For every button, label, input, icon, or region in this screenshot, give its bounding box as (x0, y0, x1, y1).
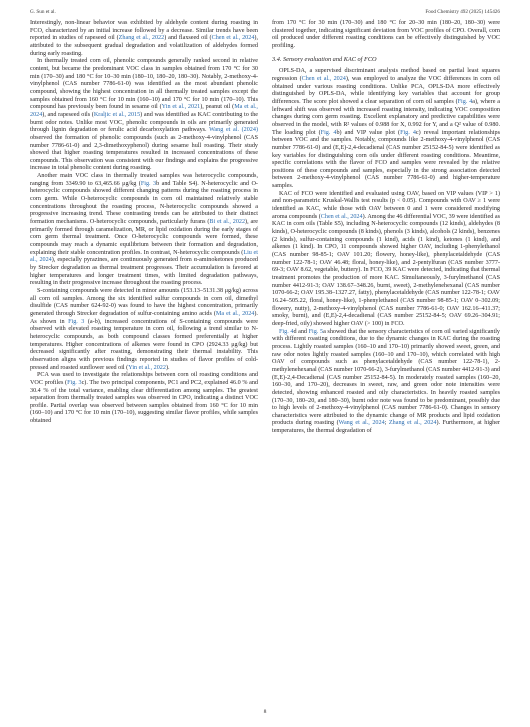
paragraph-text: PCA was used to investigate the relationships between corn oil roasting conditions and VOC profiles ( (30, 372, 258, 386)
citation-link[interactable]: Wang et al. (2024) (209, 127, 258, 134)
paragraph-text: (a-b), increased concentrations of S-containing compounds were observed with elevated roasting temperature in corn oil, following a trend similar to N-heterocyclic compounds, as both compound classes formed preferentially at higher temperatures. Higher concentrations of alkenes were found in CPO (2924.33 μg/kg) but decreased significantly after roasting, demonstrating their thermal instability. This observation aligns with previous findings reported in studies of flavor profiles of cold-pressed and roasted sunflower seed oil ( (30, 318, 258, 371)
citation-link[interactable]: Zhang et al., 2024 (388, 420, 437, 427)
paragraph-text: b) and VIP value plot ( (336, 129, 401, 136)
paragraph-text: Interestingly, non-linear behavior was exhibited by aldehyde content during roasting in FCO, characterized by an initial increase followed by a decrease. Similar trends have been reported in studies of rapeseed oil ( (30, 20, 258, 42)
paragraph-text: S-containing compounds were detected in minor amounts (153.13–5131.38 μg/kg) across all corn oil samples. Among the six identified sulfur compounds in corn oil, dimethyl disulfide (CAS number 624-92-0) was found to have the highest concentration, primarily generated through Strecker degradation of sulfur-containing amino acids ( (30, 287, 258, 317)
paragraph-text: ) and flaxseed oil ( (164, 35, 212, 42)
citation-link[interactable]: Chen et al., 2024 (211, 35, 255, 42)
left-column (30, 20, 258, 436)
paragraph-text: c) reveal important relationships between VOC and the samples. Notably, compounds like 2-methoxy-4-vinylphenol (CAS number 7786-61-0) and (E,E)-2,4-decadienal (CAS number 25152-84-5) were identified as key variables for distinguishing corn oils under different roasting conditions. Meantime, specific correlations with the flavor of FCO and samples were revealed by the relative positions of these compounds and samples, especially in the strong association detected between 2-methoxy-4-vinylphenol (CAS number 7786-61-0) and higher-temperature samples. (272, 129, 500, 190)
paragraph-text: In thermally treated corn oil, phenolic compounds generally ranked second in relative content, but became the predominant VOC class in samples obtained from 170 °C for 30 min (170–30) and 180 °C for 10–30 min (180–10, 180–20, 180–30). Notably, 2-methoxy-4-vinylphenol (CAS number 7786-61-0) was identified as the most abundant phenolic compound, showing the highest concentration in all thermally treated samples except the samples obtained from 160 °C for 10 min (160–10) and 170 °C for 10 min (170–10). This compound has previously been found in sesame oil ( (30, 58, 258, 111)
paragraph (272, 329, 500, 436)
paragraph-text: ), especially pyrazines, are continuously generated from α-aminoketones produced by Strecker degradation as thermal treatment progresses. Their accumulation is favored at higher temperatures and longer treatment times, with limited degradation pathways, resulting in their progressive increase throughout the roasting process. (30, 257, 258, 287)
two-column-body (30, 20, 500, 436)
running-header (30, 9, 500, 17)
citation-link[interactable]: Fig. 3 (67, 379, 82, 386)
citation-link[interactable]: Kraljic et al., 2015 (93, 111, 141, 118)
right-column-intro (272, 20, 500, 51)
right-column-body (272, 68, 500, 436)
paragraph-text: ), peanut oil ( (200, 104, 235, 111)
citation-link[interactable]: Chen et al., 2024 (320, 213, 363, 220)
paragraph (272, 191, 500, 329)
citation-link[interactable]: Ma et al., 2024 (30, 104, 258, 118)
paragraph-text: KAC of FCO were identified and evaluated using OAV, based on VIP values (VIP > 1) and non-parametric Kruskal-Wallis test results (p < 0.05). Compounds with OAV ≥ 1 were identified as KAC, while those with OAV between 0 and 1 were considered modifying aroma compounds ( (272, 190, 500, 220)
right-column (272, 20, 500, 436)
citation-link[interactable]: Fig. 5 (308, 328, 324, 335)
paragraph-text: ) and was identified as KAC contributing to the burnt odor notes. Unlike most VOC, phenolic compounds in oils are primarily generated through lignin degradation or ferulic acid decarboxylation pathways. (30, 111, 258, 134)
paragraph-text: ), was employed to analyze the VOC differences in corn oil obtained under various roasting conditions. Unlike PCA, OPLS-DA more effectively distinguished by OPLS-DA, while identifying key variables that account for group differences. The score plot showed a clear separation of corn oil samples ( (272, 75, 500, 105)
citation-link[interactable]: Fig. 4 (279, 328, 294, 335)
paragraph (30, 173, 258, 288)
citation-link[interactable]: Fig. 3 (140, 180, 157, 187)
header-journal: Food Chemistry 492 (2025) 145426 (425, 9, 500, 15)
citation-link[interactable]: Zhang et al., 2022 (118, 35, 165, 42)
paragraph-text: Another main VOC class in thermally treated samples was heterocyclic compounds, ranging from 3349.90 to 63,465.66 μg/kg ( (30, 173, 258, 187)
paragraph-text: ). As shown in (30, 310, 258, 325)
citation-link[interactable]: Ma et al., 2024 (215, 310, 255, 317)
paragraph (30, 58, 258, 173)
paragraph (30, 372, 258, 426)
paragraph-text: d and (293, 328, 309, 335)
paragraph-text: ), attributed to the subsequent gradual degradation and volatilization of aldehydes formed during early roasting. (30, 35, 258, 57)
citation-link[interactable]: Wang et al., 2024 (338, 420, 385, 427)
paragraph-text: ). (165, 364, 170, 371)
paragraph (30, 288, 258, 372)
citation-link[interactable]: Chen et al., 2024 (301, 75, 346, 82)
page-number: 8 (263, 709, 267, 715)
citation-link[interactable]: Yin et al., 2021 (161, 104, 201, 111)
paragraph-text: observed the formation of phenolic compounds (such as 2-methoxy-4-vinylphenol (CAS number 7786-61-0) and 2,3-dimethoxyphenol) during sesame hull roasting. Their study showed that higher roasting temperatures resulted in increased concentrations of these compounds. This observation was consistent with our findings and explains the progressive increase in total phenolic content during roasting. (30, 134, 258, 172)
paragraph-text: b and Table S4). N-heterocyclic and O-heterocyclic compounds showed different changing patterns during the roasting process in corn germ. While O-heterocyclic compounds in corn oil maintained relatively stable concentrations throughout the roasting process, N-heterocyclic compounds showed a progressive increasing trend. These contrasting trends can be attributed to their distinct formation mechanisms. O-heterocyclic compounds, particularly furans ( (30, 180, 258, 226)
paragraph-text: OPLS-DA, a supervised discriminant analysis method based on partial least squares regression ( (272, 68, 500, 82)
paragraph-text: c). The two principal components, PC1 and PC2, explained 46.0 % and 30.4 % of the total variance, enabling clear differentiation among samples. The greatest separation from thermally treated samples was observed in CPO, indicating a distinct VOC profile. Partial overlap was observed between samples obtained from 160 °C for 10 min (160–10) and 170 °C for 10 min (170–10), suggesting similar flavor profiles, while samples obtained (30, 379, 258, 425)
citation-link[interactable]: Fig. 3 (68, 318, 85, 325)
citation-link[interactable]: Fig. 4 (400, 129, 416, 136)
paragraph (272, 68, 500, 191)
paragraph-text: ). Among the 46 differential VOC, 39 were identified as KAC in corn oils (Table S5), including N-heterocyclic compounds (12 kinds), aldehydes (8 kinds), O-heterocyclic compounds (8 kinds), phenols (3 kinds), alcohols (2 kinds), benzenes (2 kinds), sulfur-containing compounds (1 kind), acids (1 kind), ketones (1 kind), and alkenes (1 kind). In CPO, 11 compounds showed higher OAV, including 1-phenylethanol (CAS number 98-85-1; OAV 101.20; flowery, honey-like), phenylacetaldehyde (CAS number 122-78-1; OAV 46.48; floral, honey-like), and 2-pentylfuran (CAS number 3777-69-3; OAV 8.62, vegetable, buttery). In FCO, 39 KAC were detected, indicating that thermal treatment promotes the production of more KAC. Simultaneously, 3-furylmethanol (CAS number 4412-91-3; OAV 138.67–348.26, burnt, sweet), 2-methylenehexanal (CAS number 1070-66-2; OAV 195.38–1327.27, fatty), phenylacetaldehyde (CAS number 122-78-1; OAV 16.24–505.22, floral, honey-like), 1-phenylethanol (CAS number 98-85-1; OAV 0–302.09; flowery, nutty), 2-methoxy-4-vinylphenol (CAS number 7786-61-0; OAV 162.16–411.37; smoky, burnt), and (E,E)-2,4-decadienal (CAS number 25152-84-5; OAV 69.26–304.91; deep-fried, oily) showed higher OAV (> 100) in FCO. (272, 213, 500, 327)
citation-link[interactable]: Fig. 4 (457, 98, 473, 105)
paragraph-text: a showed that the sensory characteristics of corn oil varied significantly with different roasting conditions, due to the dynamic changes in KAC during the roasting process. Lightly roasted samples (160–10 and 170–10) primarily showed sweet, green, and raw odor notes lightly roasted samples (160–10 and 170–10), which correlated with high OAV of compounds such as phenylacetaldehyde (CAS number 122-78-1), 2-methylenehexanal (CAS number 1070-66-2), 3-furylmethanol (CAS number 4412-91-3) and (E,E)-2,4-Decadienal (CAS number 25152-84-5). In moderately roasted samples (160–20, 160–30, and 170–20), decreases in sweet, raw, and green odor note intensities were detected, showing enhanced roasted and oily characteristics. In heavily roasted samples (170–30, 180–20, and 180–30), burnt odor note was found to be predominant, possibly due to high levels of 2-methoxy-4-vinylphenol (CAS number 7786-61-0). Changes in sensory characteristics were attributed to the dynamic change of MR products and lipid oxidation products during roasting ( (272, 328, 501, 427)
paragraph (272, 20, 500, 51)
paragraph-text: ). Furthermore, at higher temperatures, the thermal degradation of (272, 420, 500, 435)
citation-link[interactable]: Bi et al., 2022 (209, 219, 246, 226)
paragraph-text: ), and rapeseed oils ( (42, 111, 94, 118)
paragraph-text: ), are primarily formed through caramelization, MR, or lipid oxidation during the early stages of corn germ thermal treatment. Once O-heterocyclic compounds were formed, these compounds may reach a dynamic equilibrium between their formation and degradation, explaining their stable concentration profiles. In contrast, N-heterocyclic compounds ( (30, 219, 258, 256)
paragraph (30, 20, 258, 58)
header-authors: G. Sun et al. (30, 9, 56, 15)
section-heading: 3.4. Sensory evaluation and KAC of FCO (272, 55, 377, 63)
citation-link[interactable]: Liu et al., 2024 (30, 249, 258, 264)
paragraph-text: from 170 °C for 30 min (170–30) and 180 °C for 20–30 min (180–20, 180–30) were clustered together, indicating significant deviation from VOC profiles of CPO. Overall, corn oil produced under different roasting conditions can be effectively distinguished by VOC profiling. (272, 20, 500, 49)
citation-link[interactable]: Yin et al., 2022 (128, 364, 166, 371)
paragraph-text: ; (384, 420, 389, 427)
paragraph-text: a), where a leftward shift was observed with increased roasting intensity, indicating VOC composition changes during corn germ roasting. Excellent explanatory and predictive capabilities were observed in the model, with R² values of 0.988 for X, 0.992 for Y, and a Q² value of 0.980. The loading plot ( (272, 98, 500, 136)
citation-link[interactable]: Fig. 4 (320, 129, 337, 136)
